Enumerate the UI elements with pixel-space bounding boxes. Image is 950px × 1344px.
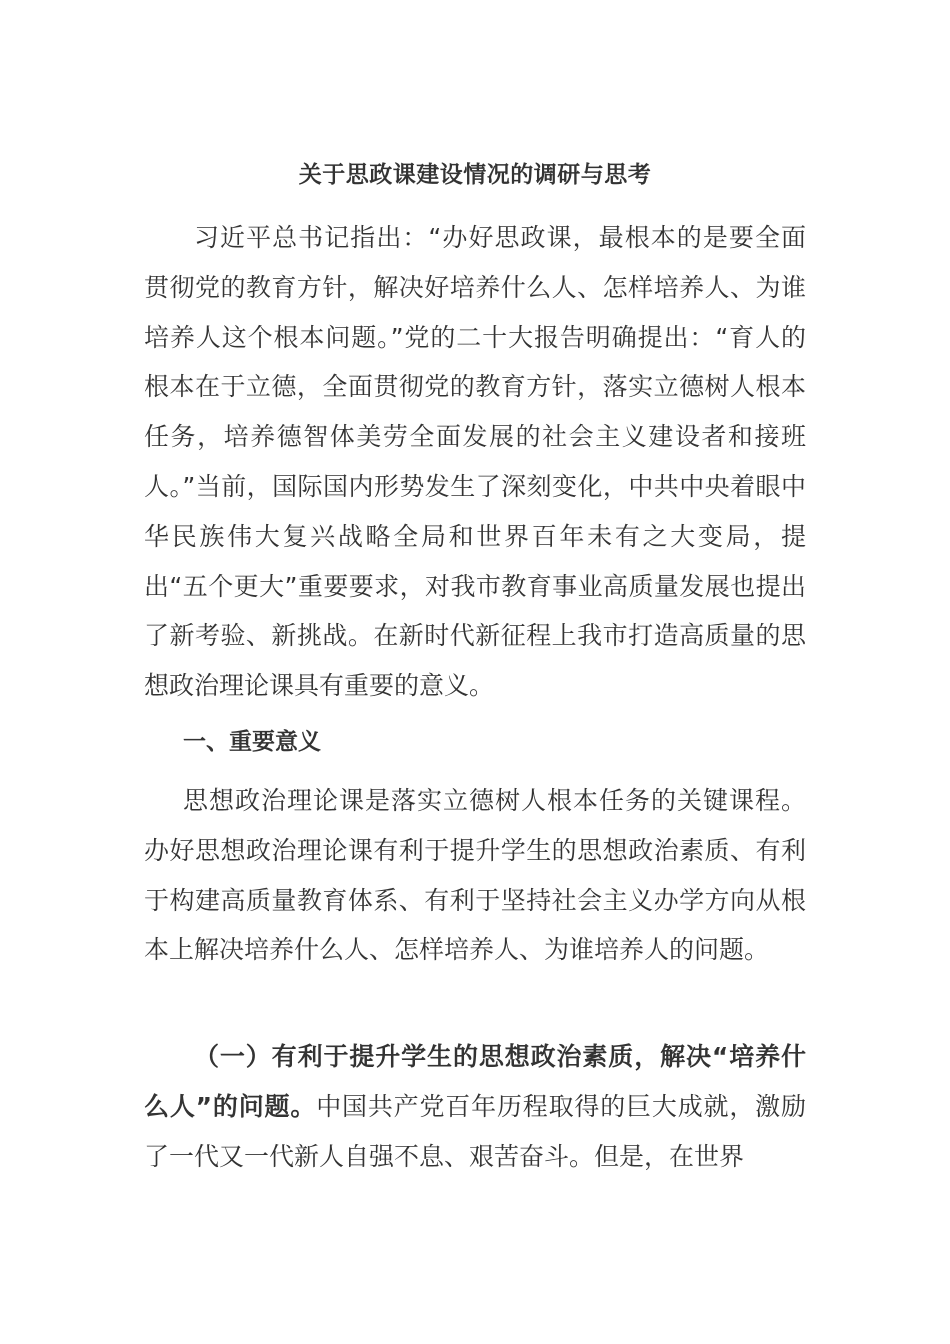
section-heading: 一、重要意义 — [183, 729, 321, 755]
intro-paragraph: 习近平总书记指出：“办好思政课，最根本的是要全面贯彻党的教育方针，解决好培养什么人、怎样培养人、为谁培养人这个根本问题。”党的二十大报告明确提出：“育人的根本在于立德，全面贯彻党的教育方针，落实立德树人根本任务，培养德智体美劳全面发展的社会主义建设者和接班人。”当前，国际国内形势发生了深刻变化，中共中央着眼中华民族伟大复兴战略全局和世界百年未有之大变局，提出“五个更大”重要要求，对我市教育事业高质量发展也提出了新考验、新挑战。在新时代新征程上我市打造高质量的思想政治理论课具有重要的意义。 — [144, 223, 806, 701]
document-title: 关于思政课建设情况的调研与思考 — [298, 162, 652, 188]
section-paragraph: 思想政治理论课是落实立德树人根本任务的关键课程。办好思想政治理论课有利于提升学生的思想政治素质、有利于构建高质量教育体系、有利于坚持社会主义办学方向从根本上解决培养什么人、怎样培养人、为谁培养人的问题。 — [144, 786, 806, 965]
subsection-paragraph — [144, 1032, 806, 1181]
subsection-lead: （一）有利于提升学生的思想政治素质，解决“培养什么人”的问题。 — [144, 1042, 806, 1121]
subsection-text: 中国共产党百年历程取得的巨大成就，激励了一代又一代新人自强不息、艰苦奋斗。但是，在世界 — [144, 1091, 806, 1171]
